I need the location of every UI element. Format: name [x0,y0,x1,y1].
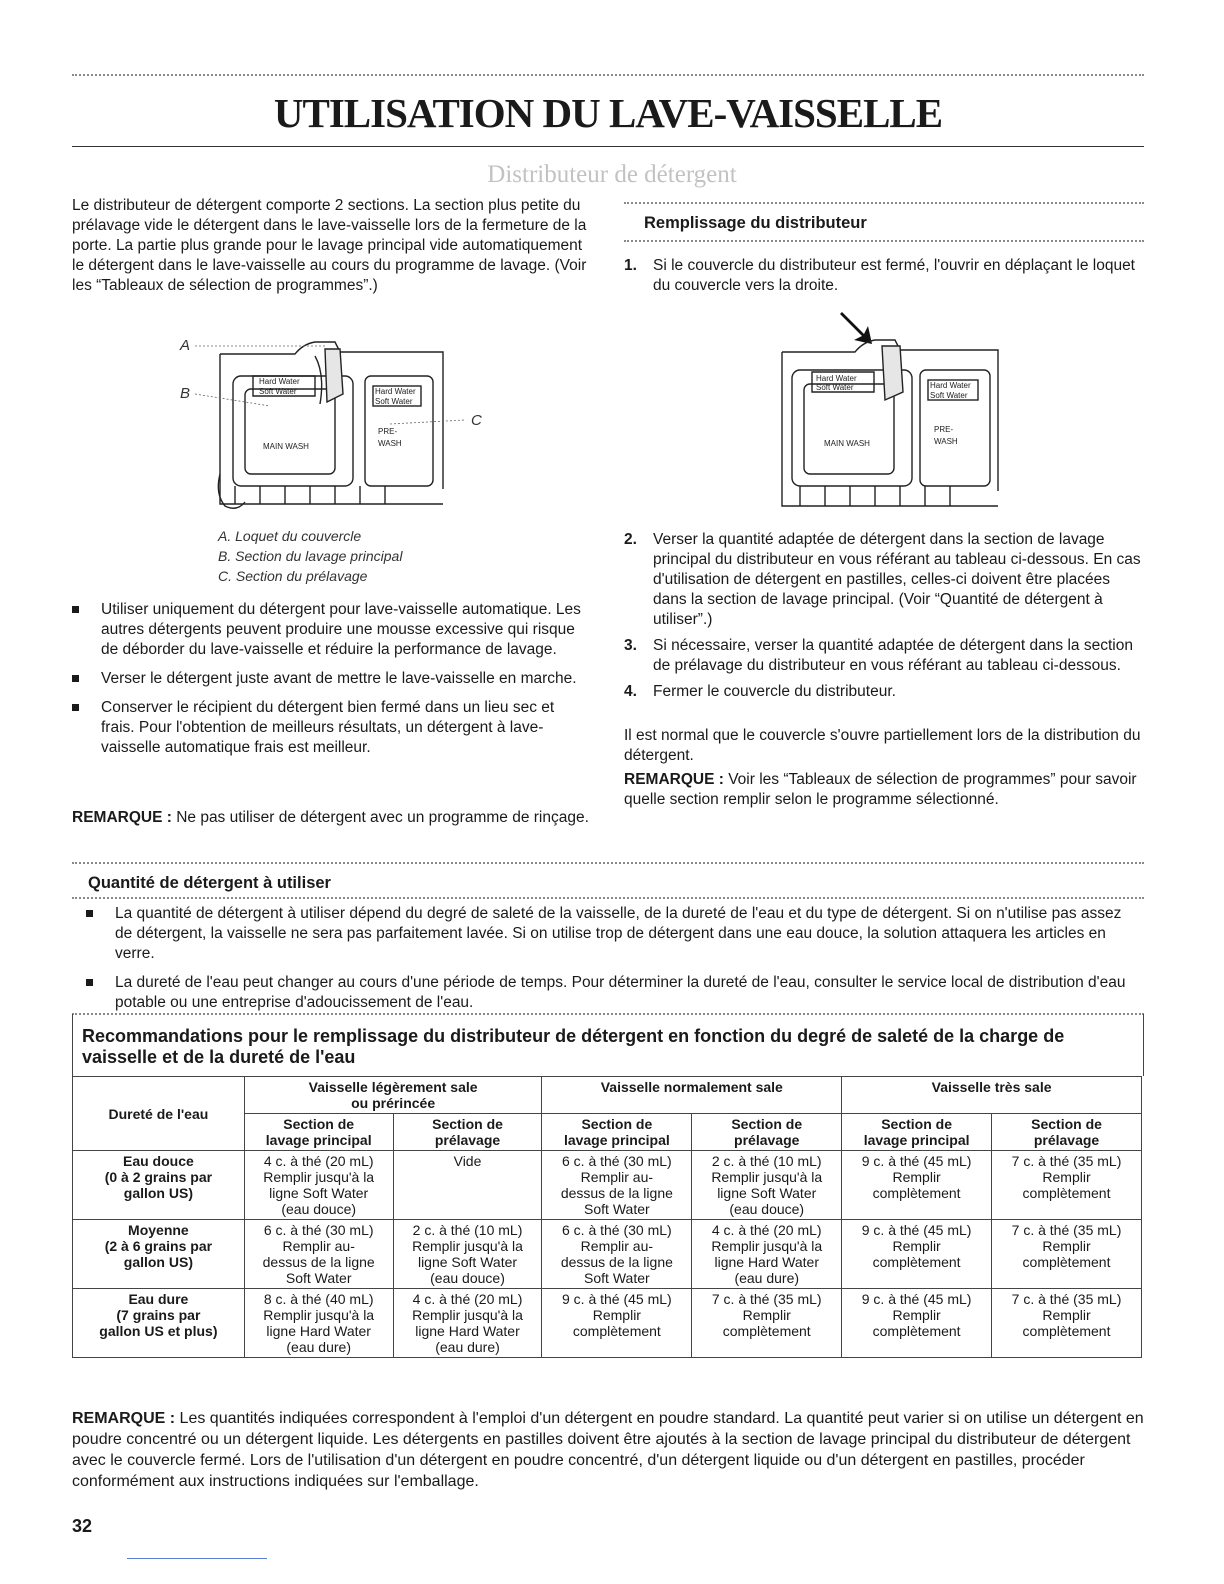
table-row [73,1289,1142,1358]
table-cell: 9 c. à thé (45 mL) Remplir complètement [842,1151,992,1220]
fig-right-soft-water-text: Soft Water [816,383,854,392]
top-dotted-rule [72,74,1144,76]
fill-dispenser-heading: Remplissage du distributeur [644,214,867,232]
note-label: REMARQUE : [72,1410,176,1427]
fig-right-soft-water-text-2: Soft Water [930,391,968,400]
row-label: Moyenne [128,1222,189,1238]
step-item [624,530,1144,630]
row-label: Eau dure [128,1291,189,1307]
subheader-pre: Section de prélavage [692,1114,842,1151]
quantity-rule-bottom [72,897,1144,899]
table-cell: 9 c. à thé (45 mL) Remplir complètement [542,1289,692,1358]
fig-right-pre-text: PRE- [934,425,954,434]
note-label: REMARQUE : [624,771,724,788]
arrow-icon [840,312,872,344]
col-group-heavy: Vaisselle très sale [842,1077,1142,1114]
fig-left-pre-text: PRE- [378,427,398,436]
caption-b: B. Section du lavage principal [218,548,403,564]
table-cell: 2 c. à thé (10 mL) Remplir jusqu'à la ligne Soft Water (eau douce) [692,1151,842,1220]
table-row [73,1220,1142,1289]
quantity-rule-top [72,862,1144,864]
intro-paragraph: Le distributeur de détergent comporte 2 sections. La section plus petite du prélavage vide le détergent dans le lave-vaisselle lors de la fermeture de la porte. La partie plus grande pour le lavage principal vide automatiquement le détergent dans le lave-vaisselle au cours du programme de lavage. (Voir les “Tableaux de sélection de programmes”.) [72,197,587,294]
fig-label-c: C [471,412,482,429]
table-cell: 7 c. à thé (35 mL) Remplir complètement [692,1289,842,1358]
fig-label-a: A [180,337,191,354]
step-text: Si nécessaire, verser la quantité adaptée de détergent dans la section de prélavage du distributeur en vous référant au tableau ci-dessous. [653,637,1133,674]
right-heading-rule-top [624,202,1144,204]
footer-note [72,1408,1144,1492]
table-cell: 6 c. à thé (30 mL) Remplir au- dessus de la ligne Soft Water [542,1151,692,1220]
row-sublabel: (2 à 6 grains par gallon US) [104,1238,213,1270]
table-row [73,1151,1142,1220]
table-cell: 6 c. à thé (30 mL) Remplir au- dessus de la ligne Soft Water [244,1220,393,1289]
subheader-main: Section de lavage principal [842,1114,992,1151]
steps-list-2 [624,530,1144,708]
left-note [72,808,592,828]
list-item: La dureté de l'eau peut changer au cours d'une période de temps. Pour déterminer la dureté de l'eau, consulter le service local de distribution d'eau potable ou une entreprise d'adoucissement de l'eau. [86,973,1136,1013]
bottom-link-bar [127,1558,267,1559]
quantity-heading: Quantité de détergent à utiliser [88,874,331,892]
table-cell: 2 c. à thé (10 mL) Remplir jusqu'à la ligne Soft Water (eau douce) [393,1220,542,1289]
table-cell: 7 c. à thé (35 mL) Remplir complètement [992,1151,1142,1220]
right-note [624,770,1144,810]
step-number: 2. [624,531,637,548]
table-cell: 9 c. à thé (45 mL) Remplir complètement [842,1289,992,1358]
table-cell: 7 c. à thé (35 mL) Remplir complètement [992,1220,1142,1289]
list-item: Verser le détergent juste avant de mettre le lave-vaisselle en marche. [72,669,592,689]
table-title: Recommandations pour le remplissage du distributeur de détergent en fonction du degré de saleté de la charge de vaisselle et de la dureté de l'eau [82,1026,1065,1067]
row-header-medium [73,1220,245,1289]
fig-left-soft-water-text-2: Soft Water [375,397,413,406]
subheader-main: Section de lavage principal [542,1114,692,1151]
row-sublabel: (0 à 2 grains par gallon US) [104,1169,213,1201]
list-item: La quantité de détergent à utiliser dépend du degré de saleté de la vaisselle, de la dureté de l'eau et du type de détergent. Si on n'utilise pas assez de détergent, la vaisselle ne sera pas parfaitement lavée. Si on utilise trop de détergent dans une eau douce, la solution attaquera les articles en verre. [86,904,1136,964]
fig-right-hard-water-text-2: Hard Water [930,381,971,390]
list-item: Conserver le récipient du détergent bien fermé dans un lieu sec et frais. Pour l'obtention de meilleurs résultats, un détergent à lave-vaisselle automatique frais est meilleur. [72,698,592,758]
figure-captions [218,526,518,586]
right-heading-rule-bottom [624,240,1144,242]
dispenser-figure-left [175,334,495,514]
note-text: Voir les “Tableaux de sélection de programmes” pour savoir quelle section remplir selon le programme sélectionné. [624,771,1137,808]
subheader-pre: Section de prélavage [393,1114,542,1151]
dispenser-figure-right [760,306,1010,512]
note-text: Les quantités indiquées correspondent à l'emploi d'un détergent en poudre standard. La quantité peut varier si on utilise un détergent en poudre concentré ou un détergent liquide. Les détergents en pastilles doivent être ajoutés à la section de lavage principal du distributeur de détergent avec le couvercle fermé. Lors de l'utilisation d'un détergent en poudre concentré, d'un détergent liquide ou d'un détergent en pastilles, procéder conformément aux instructions indiquées sur l'emballage. [72,1410,1144,1490]
title-rule [72,146,1144,147]
quantity-bullet-list [86,904,1136,1022]
caption-c: C. Section du prélavage [218,568,368,584]
step-number: 1. [624,257,637,274]
left-bullet-list [72,600,592,767]
table-cell: 4 c. à thé (20 mL) Remplir jusqu'à la ligne Hard Water (eau dure) [692,1220,842,1289]
fig-right-wash-text: WASH [934,437,958,446]
step-item [624,682,1144,702]
step-text: Verser la quantité adaptée de détergent dans la section de lavage principal du distributeur en vous référant au tableau ci-dessous. En cas d'utilisation de détergent en pastilles, celles-ci doivent être placées dans la section de lavage principal. (Voir “Quantité de détergent à utiliser”.) [653,531,1141,628]
step-item [624,256,1144,296]
step-text: Fermer le couvercle du distributeur. [653,683,896,700]
fig-left-soft-water-text: Soft Water [259,387,297,396]
table-cell: 4 c. à thé (20 mL) Remplir jusqu'à la ligne Hard Water (eau dure) [393,1289,542,1358]
table-cell: 6 c. à thé (30 mL) Remplir au- dessus de la ligne Soft Water [542,1220,692,1289]
row-header-soft [73,1151,245,1220]
fig-left-main-wash-text: MAIN WASH [263,442,309,451]
table-cell: 9 c. à thé (45 mL) Remplir complètement [842,1220,992,1289]
fig-left-wash-text: WASH [378,439,402,448]
step-item [624,636,1144,676]
col-group-normal: Vaisselle normalement sale [542,1077,842,1114]
fig-right-main-wash-text: MAIN WASH [824,439,870,448]
note-text: Ne pas utiliser de détergent avec un programme de rinçage. [171,809,589,826]
fig-left-hard-water-text-2: Hard Water [375,387,416,396]
recommendation-table [72,1076,1142,1358]
col-group-light: Vaisselle légèrement sale ou prérincée [244,1077,542,1114]
list-item: Utiliser uniquement du détergent pour lave-vaisselle automatique. Les autres détergents peuvent produire une mousse excessive qui risque de déborder du lave-vaisselle et réduire la performance de lavage. [72,600,592,660]
step-text: Si le couvercle du distributeur est fermé, l'ouvrir en déplaçant le loquet du couvercle vers la droite. [653,257,1135,294]
section-subtitle: Distributeur de détergent [487,161,737,188]
steps-list-1 [624,256,1144,302]
step-number: 3. [624,637,637,654]
step-number: 4. [624,683,637,700]
note-label: REMARQUE : [72,809,172,826]
fig-label-b: B [180,385,191,402]
page-title: UTILISATION DU LAVE-VAISSELLE [273,90,943,136]
caption-a: A. Loquet du couvercle [218,528,362,544]
right-paragraph: Il est normal que le couvercle s'ouvre partiellement lors de la distribution du détergent. [624,727,1141,764]
table-cell: 7 c. à thé (35 mL) Remplir complètement [992,1289,1142,1358]
subheader-main: Section de lavage principal [244,1114,393,1151]
row-header-hard [73,1289,245,1358]
fig-right-hard-water-text: Hard Water [816,374,857,383]
page-number: 32 [72,1516,93,1536]
table-cell: 4 c. à thé (20 mL) Remplir jusqu'à la ligne Soft Water (eau douce) [244,1151,393,1220]
col-header-water-hardness: Dureté de l'eau [73,1077,245,1151]
subheader-pre: Section de prélavage [992,1114,1142,1151]
table-cell: Vide [393,1151,542,1220]
fig-left-hard-water-text: Hard Water [259,377,300,386]
table-header-row [73,1077,1142,1114]
row-label: Eau douce [122,1153,194,1169]
table-cell: 8 c. à thé (40 mL) Remplir jusqu'à la ligne Hard Water (eau dure) [244,1289,393,1358]
row-sublabel: (7 grains par gallon US et plus) [99,1307,218,1339]
